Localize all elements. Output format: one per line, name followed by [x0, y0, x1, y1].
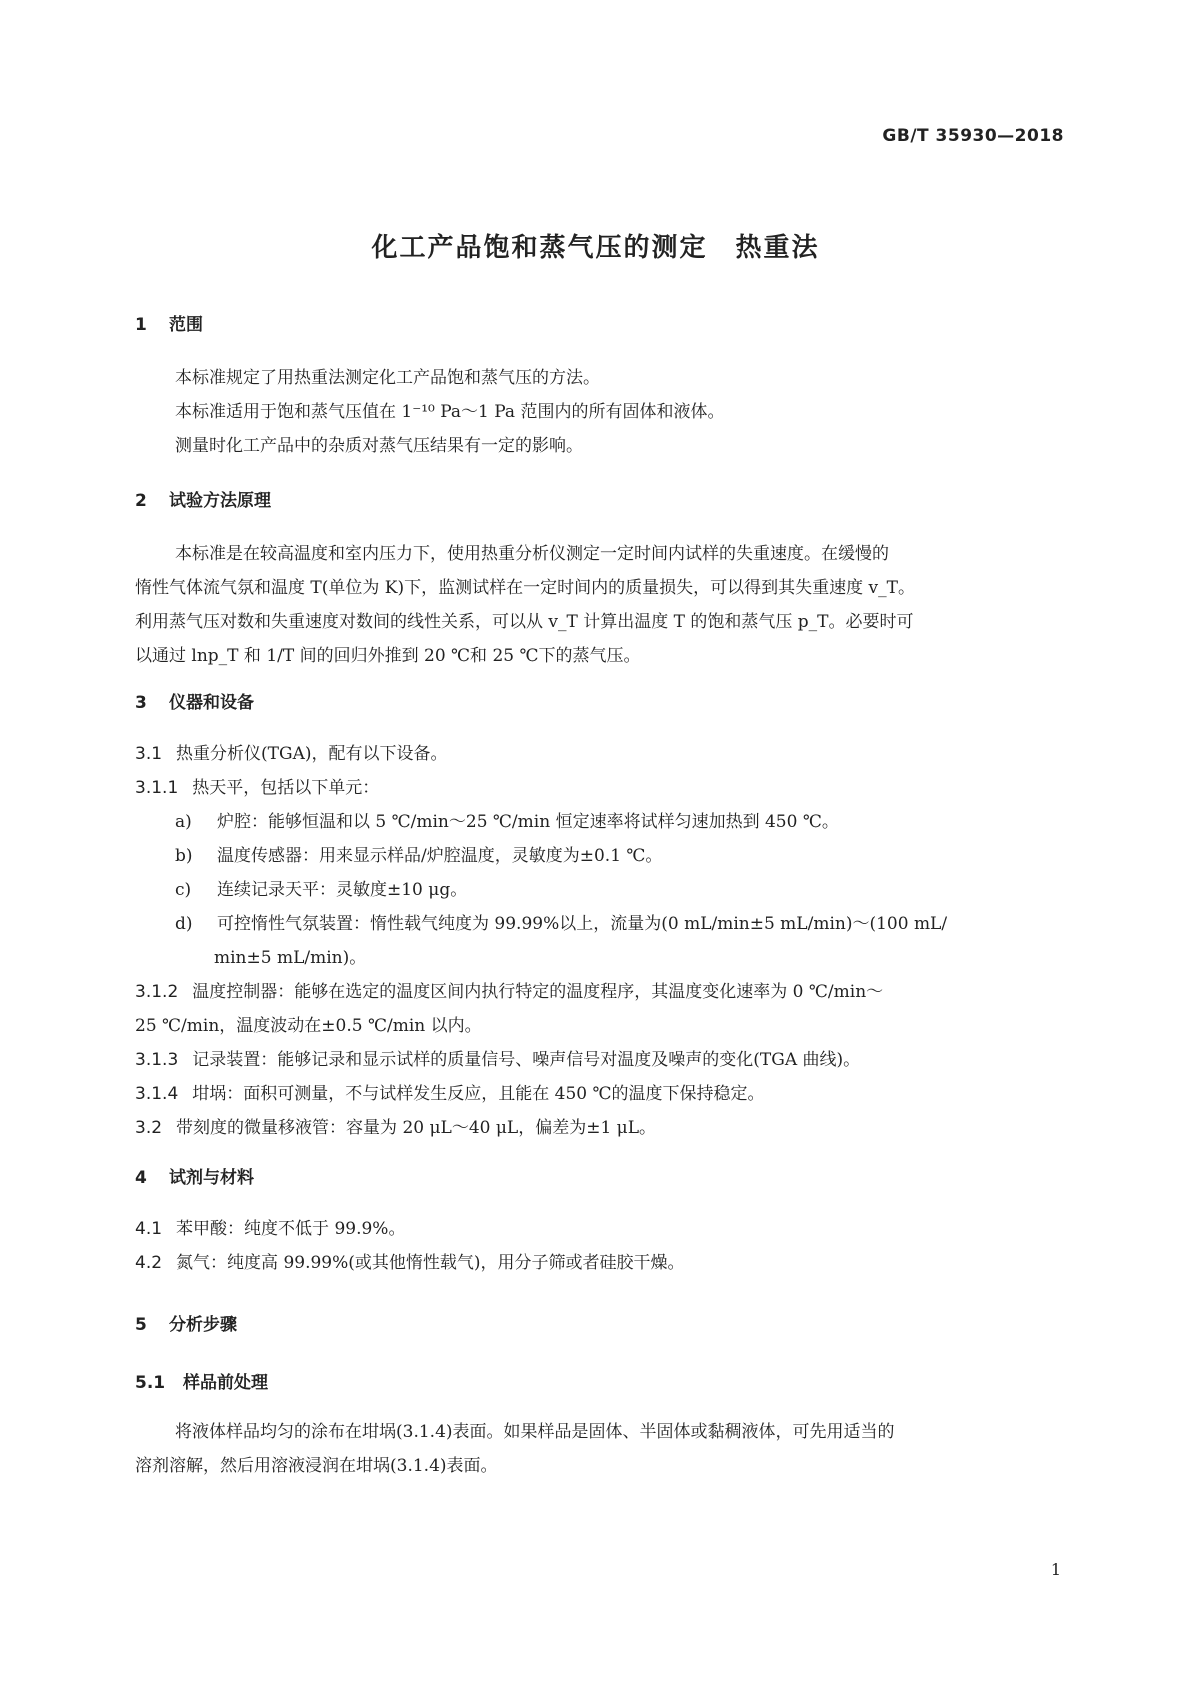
clause-text: 苯甲酸：纯度不低于 99.9%。	[176, 1219, 406, 1239]
section-number: 1	[135, 315, 147, 335]
clause-4-1	[135, 1212, 1065, 1246]
section-title: 分析步骤	[169, 1315, 237, 1335]
clause-3-1-4	[135, 1077, 1065, 1111]
s1-paragraph-3: 测量时化工产品中的杂质对蒸气压结果有一定的影响。	[175, 436, 583, 456]
clause-4-2	[135, 1246, 1065, 1280]
document-title: 化工产品饱和蒸气压的测定 热重法	[371, 233, 820, 263]
list-text: 可控惰性气氛装置：惰性载气纯度为 99.99%以上，流量为(0 mL/min±5 mL/min)～(100 mL/	[217, 914, 948, 934]
page-number: 1	[1050, 1560, 1061, 1579]
list-label: c)	[175, 880, 192, 900]
clause-3-2	[135, 1111, 1065, 1145]
clause-text: 带刻度的微量移液管：容量为 20 μL～40 μL，偏差为±1 μL。	[176, 1118, 656, 1138]
section-title: 仪器和设备	[169, 693, 254, 713]
list-text: 炉腔：能够恒温和以 5 ℃/min～25 ℃/min 恒定速率将试样匀速加热到 450 ℃。	[217, 812, 839, 832]
section-title: 试剂与材料	[169, 1168, 254, 1188]
clause-text: 坩埚：面积可测量，不与试样发生反应，且能在 450 ℃的温度下保持稳定。	[192, 1084, 765, 1104]
list-text: 连续记录天平：灵敏度±10 μg。	[217, 880, 468, 900]
s2-line-1: 本标准是在较高温度和室内压力下，使用热重分析仪测定一定时间内试样的失重速度。在缓慢的	[175, 544, 889, 564]
clause-3-1-3	[135, 1043, 1065, 1077]
clause-3-1-1	[135, 771, 1065, 805]
clause-number: 3.1.2	[135, 982, 179, 1002]
section-title: 样品前处理	[183, 1373, 268, 1393]
s1-paragraph-1: 本标准规定了用热重法测定化工产品饱和蒸气压的方法。	[175, 368, 600, 388]
clause-3-1-2	[135, 975, 1065, 1009]
section-5-1-heading	[135, 1368, 268, 1393]
clause-number: 3.1.4	[135, 1084, 179, 1104]
clause-text: 热天平，包括以下单元：	[192, 778, 380, 798]
list-item-d-continuation: min±5 mL/min)。	[214, 948, 367, 968]
section-number: 5	[135, 1315, 147, 1335]
section-number: 5.1	[135, 1373, 166, 1393]
list-item-a	[175, 805, 1065, 839]
section-4-heading	[135, 1163, 254, 1188]
section-title: 范围	[169, 315, 203, 335]
clause-number: 4.2	[135, 1253, 163, 1273]
s5-1-line-1: 将液体样品均匀的涂布在坩埚(3.1.4)表面。如果样品是固体、半固体或黏稠液体，可先用适当的	[175, 1422, 895, 1442]
clause-number: 3.1	[135, 744, 163, 764]
list-item-d	[175, 907, 1065, 941]
section-2-heading	[135, 486, 271, 511]
s1-paragraph-2: 本标准适用于饱和蒸气压值在 1⁻¹⁰ Pa～1 Pa 范围内的所有固体和液体。	[175, 402, 725, 422]
section-number: 2	[135, 491, 147, 511]
section-5-heading	[135, 1310, 237, 1335]
clause-number: 3.1.1	[135, 778, 179, 798]
clause-number: 3.1.3	[135, 1050, 179, 1070]
clause-text: 记录装置：能够记录和显示试样的质量信号、噪声信号对温度及噪声的变化(TGA 曲线)。	[192, 1050, 861, 1070]
clause-number: 4.1	[135, 1219, 163, 1239]
clause-3-1-2-continuation: 25 ℃/min，温度波动在±0.5 ℃/min 以内。	[135, 1016, 482, 1036]
s5-1-line-2: 溶剂溶解，然后用溶液浸润在坩埚(3.1.4)表面。	[135, 1456, 498, 1476]
list-label: b)	[175, 846, 193, 866]
clause-text: 温度控制器：能够在选定的温度区间内执行特定的温度程序，其温度变化速率为 0 ℃/min～	[192, 982, 884, 1002]
section-3-heading	[135, 688, 254, 713]
clause-number: 3.2	[135, 1118, 163, 1138]
list-item-c	[175, 873, 1065, 907]
clause-text: 氮气：纯度高 99.99%(或其他惰性载气)，用分子筛或者硅胶干燥。	[176, 1253, 685, 1273]
standard-code: GB/T 35930—2018	[882, 126, 1064, 146]
section-1-heading	[135, 310, 203, 335]
section-number: 4	[135, 1168, 147, 1188]
s2-line-4: 以通过 lnp_T 和 1/T 间的回归外推到 20 ℃和 25 ℃下的蒸气压。	[135, 646, 641, 666]
clause-text: 热重分析仪(TGA)，配有以下设备。	[176, 744, 448, 764]
section-title: 试验方法原理	[169, 491, 271, 511]
s2-line-2: 惰性气体流气氛和温度 T(单位为 K)下，监测试样在一定时间内的质量损失，可以得到其失重速度 v_T。	[135, 578, 915, 598]
section-number: 3	[135, 693, 147, 713]
s2-line-3: 利用蒸气压对数和失重速度对数间的线性关系，可以从 v_T 计算出温度 T 的饱和蒸气压 p_T。必要时可	[135, 612, 914, 632]
list-label: d)	[175, 914, 193, 934]
clause-3-1	[135, 737, 1065, 771]
list-label: a)	[175, 812, 192, 832]
list-item-b	[175, 839, 1065, 873]
list-text: 温度传感器：用来显示样品/炉腔温度，灵敏度为±0.1 ℃。	[217, 846, 663, 866]
